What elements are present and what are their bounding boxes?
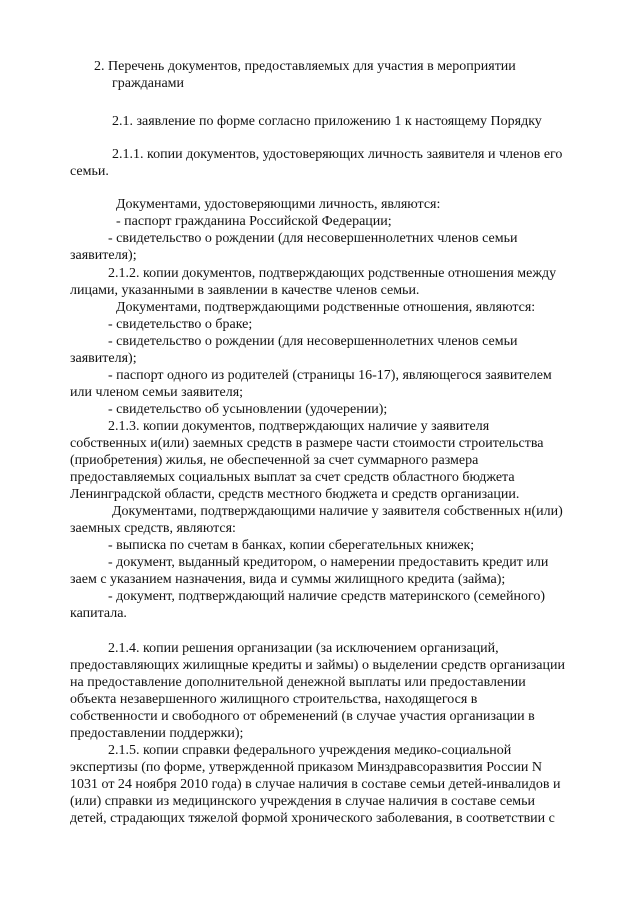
item-2-1-3: 2.1.3. копии документов, подтверждающих наличие у заявителя <box>108 419 490 434</box>
item-2-1-5: 2.1.5. копии справки федерального учреждения медико-социальной <box>108 743 512 758</box>
list-item: - свидетельство о рождении (для несовершеннолетних членов семьи <box>108 231 518 246</box>
list-item: - документ, подтверждающий наличие средств материнского (семейного) <box>108 589 546 604</box>
list-item-cont: заявителя); <box>70 248 137 263</box>
item-2-1-5-cont: детей, страдающих тяжелой формой хронического заболевания, в соответствии с <box>70 811 555 826</box>
list-item: - свидетельство о рождении (для несовершеннолетних членов семьи <box>108 334 518 349</box>
item-2-1-5-cont: экспертизы (по форме, утвержденной приказом Минздравсоразвития России N <box>70 760 543 775</box>
section-heading: 2. Перечень документов, предоставляемых для участия в мероприятии <box>94 59 516 74</box>
paragraph-line: заемных средств, являются: <box>70 521 236 536</box>
item-2-1-3-cont: предоставляемых социальных выплат за счет средств областного бюджета <box>70 470 515 485</box>
list-item-cont: капитала. <box>70 606 127 621</box>
item-2-1-4-cont: объекта незавершенного жилищного строительства, находящегося в <box>70 692 478 707</box>
list-item: - свидетельство о браке; <box>108 317 253 332</box>
paragraph-line: Документами, подтверждающими родственные отношения, являются: <box>116 300 536 315</box>
item-2-1-3-cont: Ленинградской области, средств местного бюджета и средств организации. <box>70 487 520 502</box>
item-2-1-2-cont: лицами, указанными в заявлении в качестве членов семьи. <box>70 283 420 298</box>
list-item-cont: заявителя); <box>70 351 137 366</box>
list-item-cont: или членом семьи заявителя; <box>70 385 244 400</box>
item-2-1-4-cont: предоставлении поддержки); <box>70 726 244 741</box>
item-2-1-1: 2.1.1. копии документов, удостоверяющих личность заявителя и членов его <box>112 147 563 162</box>
item-2-1-2: 2.1.2. копии документов, подтверждающих родственные отношения между <box>108 266 557 281</box>
item-2-1-4-cont: собственности и свободного от обременений (в случае участия организации в <box>70 709 535 724</box>
item-2-1-1-cont: семьи. <box>70 164 109 179</box>
item-2-1-5-cont: 1031 от 24 ноября 2010 года) в случае наличия в составе семьи детей-инвалидов и <box>70 777 561 792</box>
item-2-1-3-cont: (приобретения) жилья, не обеспеченной за счет суммарного размера <box>70 453 479 468</box>
paragraph-line: Документами, удостоверяющими личность, являются: <box>116 197 441 212</box>
item-2-1: 2.1. заявление по форме согласно приложению 1 к настоящему Порядку <box>112 114 542 129</box>
list-item: - свидетельство об усыновлении (удочерении); <box>108 402 388 417</box>
item-2-1-4-cont: на предоставление дополнительной денежной выплаты или предоставлении <box>70 675 526 690</box>
list-item: - паспорт одного из родителей (страницы 16-17), являющегося заявителем <box>108 368 552 383</box>
item-2-1-5-cont: (или) справки из медицинского учреждения в случае наличия в составе семьи <box>70 794 536 809</box>
list-item: - выписка по счетам в банках, копии сберегательных книжек; <box>108 538 475 553</box>
section-heading-cont: гражданами <box>112 76 185 91</box>
item-2-1-4: 2.1.4. копии решения организации (за исключением организаций, <box>108 641 499 656</box>
list-item-cont: заем с указанием назначения, вида и суммы жилищного кредита (займа); <box>70 572 506 587</box>
paragraph-line: Документами, подтверждающими наличие у заявителя собственных н(или) <box>112 504 563 519</box>
item-2-1-4-cont: предоставляющих жилищные кредиты и займы) о выделении средств организации <box>70 658 565 673</box>
item-2-1-3-cont: собственных и(или) заемных средств в размере части стоимости строительства <box>70 436 544 451</box>
list-item: - паспорт гражданина Российской Федерации; <box>116 214 392 229</box>
list-item: - документ, выданный кредитором, о намерении предоставить кредит или <box>108 555 549 570</box>
